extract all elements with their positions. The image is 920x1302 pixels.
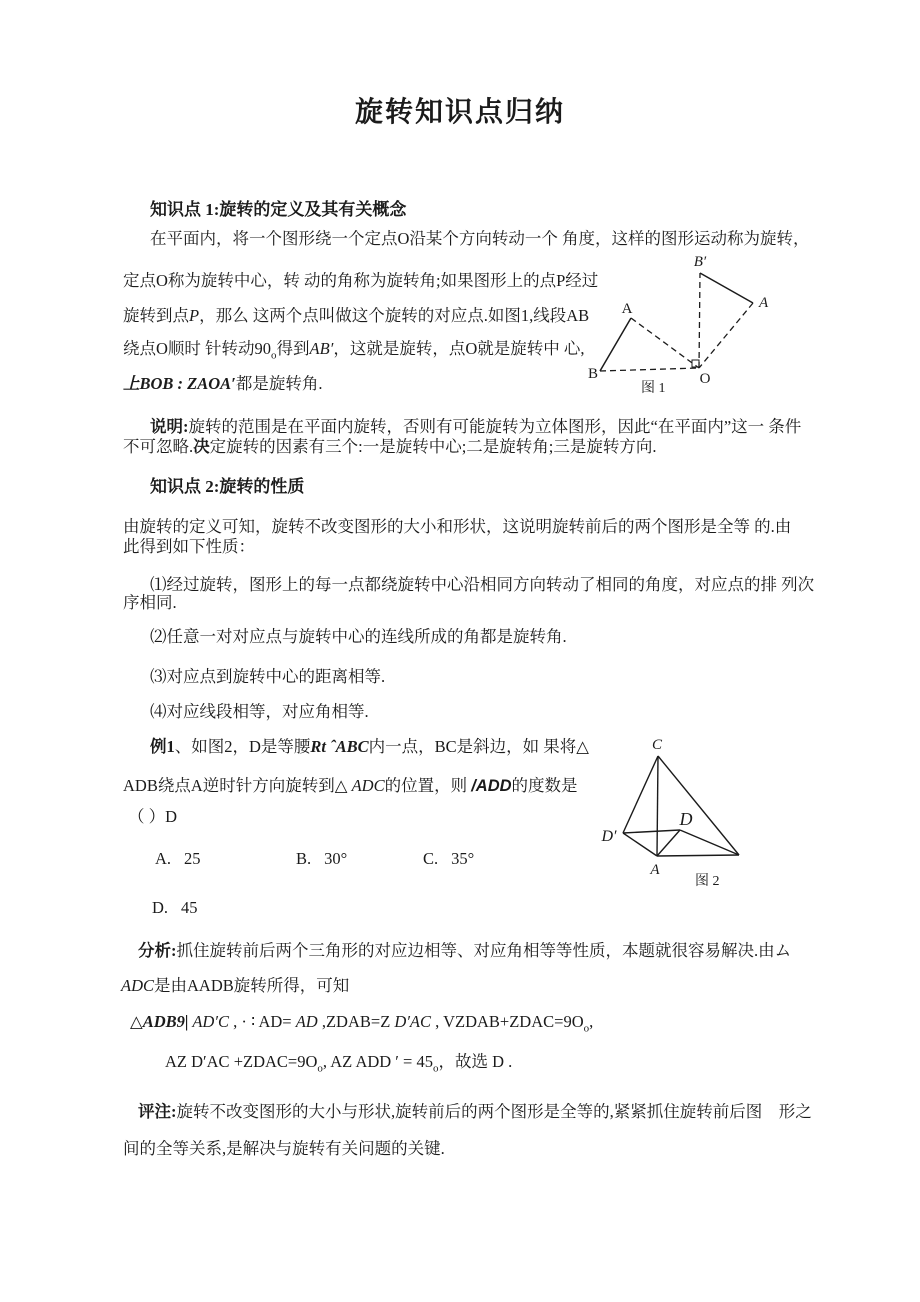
triangle-symbol: △ xyxy=(130,1012,143,1031)
kp1-line-2 xyxy=(123,306,589,327)
text-run: 都是旋转角. xyxy=(235,374,323,393)
option-a-label: A. xyxy=(155,849,172,868)
segment-CA xyxy=(657,756,658,856)
fig2-caption: 图 2 xyxy=(695,874,720,889)
segment-C-Dprime xyxy=(623,756,658,833)
segment-Dprime-A xyxy=(623,833,657,856)
options-row xyxy=(155,849,655,870)
option-a xyxy=(155,849,201,868)
text-run: 、如图2，D是等腰 xyxy=(174,737,311,756)
property-4: ⑷对应线段相等，对应角相等. xyxy=(150,702,369,721)
text-run: , · ∶ AD= xyxy=(233,1012,296,1031)
fig2-label-c: C xyxy=(651,737,663,753)
example-label: 例1 xyxy=(150,737,175,756)
figure1-diagram xyxy=(583,250,813,398)
text-run: 旋转到点 xyxy=(123,306,189,325)
remark-label: 评注: xyxy=(138,1102,177,1121)
text-run: 旋转不改变图形的大小与形状,旋转前后的两个图形是全等的,紧紧抓住旋转前后图 形之 xyxy=(176,1102,812,1121)
math-term-adc2: ADC xyxy=(121,976,154,995)
text-run: , VZDAB+ZDAC=9O xyxy=(431,1012,584,1031)
segment-BprimeAprime xyxy=(700,273,753,303)
segment-AD xyxy=(657,830,680,856)
dashed-AprimeO xyxy=(699,303,753,368)
text-run: ，故选 D . xyxy=(438,1052,513,1071)
degree-sub: o xyxy=(271,349,277,362)
degree-sub: o xyxy=(432,1062,439,1075)
math-term-p: P xyxy=(189,306,200,325)
page-title: 旋转知识点归纳 xyxy=(354,97,565,128)
option-d-value: 45 xyxy=(181,898,198,917)
math-term-rt-abc: Rt ˆABC xyxy=(310,737,369,756)
text-run: ,ZDAB=Z xyxy=(317,1012,395,1031)
fig1-label-b: B xyxy=(587,366,599,382)
fig2-label-d: D xyxy=(679,809,693,829)
note-label: 说明: xyxy=(150,417,189,436)
analysis-line-2 xyxy=(121,976,349,997)
text-run: 得到 xyxy=(276,339,310,358)
property-2: ⑵任意一对对应点与旋转中心的连线所成的角都是旋转角. xyxy=(150,627,567,646)
equation-1 xyxy=(130,1012,593,1033)
option-b-label: B. xyxy=(296,849,312,868)
text-run: , AZ ADD ′ = 45 xyxy=(322,1052,433,1071)
kp1-line-3 xyxy=(123,339,585,360)
option-c-value: 35° xyxy=(451,849,475,868)
equation-2 xyxy=(165,1052,512,1073)
math-term-ab-prime: AB′ xyxy=(309,339,334,358)
fig1-label-o: O xyxy=(699,371,711,387)
segment-BA xyxy=(600,318,631,371)
remark-line-1 xyxy=(138,1102,812,1123)
text-run: ，这就是旋转，点O就是旋转中 心, xyxy=(333,339,585,358)
text-run: ，那么 这两个点叫做这个旋转的对应点.如图1,线段AB xyxy=(199,306,590,325)
text-run: 内一点，BC是斜边，如 果将△ xyxy=(368,737,589,756)
dashed-OBprime xyxy=(699,273,700,368)
degree-sub: o xyxy=(583,1022,590,1035)
option-a-value: 25 xyxy=(184,849,201,868)
kp1-line-4 xyxy=(123,374,322,395)
example-line-2 xyxy=(123,776,578,797)
text-run: 绕点O顺时 针转动90 xyxy=(123,339,272,358)
property-1-line-1: ⑴经过旋转，图形上的每一点都绕旋转中心沿相同方向转动了相同的角度，对应点的排 列次 xyxy=(150,575,815,594)
kp1-intro-line: 在平面内，将一个图形绕一个定点O沿某个方向转动一个 角度，这样的图形运动称为旋转， xyxy=(150,229,810,248)
text-run: 旋转的范围是在平面内旋转，否则有可能旋转为立体图形，因此“在平面内”这一 条件 xyxy=(188,417,802,436)
option-d xyxy=(152,898,198,919)
fig1-caption: 图 1 xyxy=(641,381,666,396)
bold-char: 决 xyxy=(193,437,210,456)
segment-Dprime-D xyxy=(623,830,680,833)
example-line-1 xyxy=(150,737,589,758)
segment-DB xyxy=(680,830,739,855)
option-c xyxy=(423,849,474,870)
text-run: 的位置，则 xyxy=(384,776,472,795)
property-3: ⑶对应点到旋转中心的距离相等. xyxy=(150,667,386,686)
fig2-label-d-prime: D′ xyxy=(601,828,617,845)
analysis-line-1 xyxy=(138,941,791,962)
figure2-diagram xyxy=(595,733,810,893)
analysis-label: 分析: xyxy=(138,941,177,960)
note-line-2 xyxy=(123,437,657,458)
text-run: ADB绕点A逆时针方向旋转到△ xyxy=(123,776,352,795)
text-run: , xyxy=(589,1012,594,1031)
kp1-line-1: 定点O称为旋转中心，转 动的角称为旋转角;如果图形上的点P经过 xyxy=(123,271,599,290)
text-run: 的度数是 xyxy=(511,776,578,795)
option-d-label: D. xyxy=(152,898,169,917)
text-run: AZ D′AC +ZDAC=9O xyxy=(165,1052,318,1071)
text-run: 不可忽略. xyxy=(123,437,194,456)
dashed-BO xyxy=(600,368,699,371)
option-b-value: 30° xyxy=(324,849,348,868)
remark-line-2: 间的全等关系,是解决与旋转有关问题的关键. xyxy=(123,1139,445,1158)
math-term-adprimec: AD′C xyxy=(188,1012,234,1031)
fig1-label-a-right: A xyxy=(759,295,769,311)
kp1-heading: 知识点 1:旋转的定义及其有关概念 xyxy=(150,200,407,219)
kp2-line-2: 此得到如下性质： xyxy=(123,537,255,556)
text-run: 抓住旋转前后两个三角形的对应边相等、对应角相等等性质，本题就很容易解决.由ム xyxy=(176,941,792,960)
math-term-adc: ADC xyxy=(351,776,385,795)
segment-AB xyxy=(657,855,739,856)
option-c-label: C. xyxy=(423,849,439,868)
math-term-ad: AD xyxy=(295,1012,318,1031)
fig1-label-b-prime: B′ xyxy=(693,254,707,270)
text-run: 是由AADB旋转所得，可知 xyxy=(154,976,350,995)
dashed-AO xyxy=(631,318,699,368)
text-run: 定旋转的因素有三个:一是旋转中心;二是旋转角;三是旋转方向. xyxy=(209,437,657,456)
fig2-label-a: A xyxy=(650,862,660,878)
answer-blank-line: （ ）D xyxy=(128,807,178,826)
kp2-heading: 知识点 2:旋转的性质 xyxy=(150,477,305,496)
figure1 xyxy=(583,250,813,398)
property-1-line-2: 序相同. xyxy=(123,593,177,612)
fig1-label-a-left: A xyxy=(621,301,633,317)
math-term-adb: ADB9| xyxy=(142,1012,189,1031)
note-line-1 xyxy=(150,417,801,438)
math-term-angles: 上BOB : ZAOA′ xyxy=(123,374,236,393)
degree-sub: o xyxy=(317,1062,323,1075)
kp2-line-1: 由旋转的定义可知，旋转不改变图形的大小和形状，这说明旋转前后的两个图形是全等 的.由 xyxy=(123,517,792,536)
option-b xyxy=(296,849,347,870)
figure2 xyxy=(595,733,810,893)
math-term-dprimeac: D′AC xyxy=(394,1012,432,1031)
math-term-add: /ADD xyxy=(471,777,512,795)
